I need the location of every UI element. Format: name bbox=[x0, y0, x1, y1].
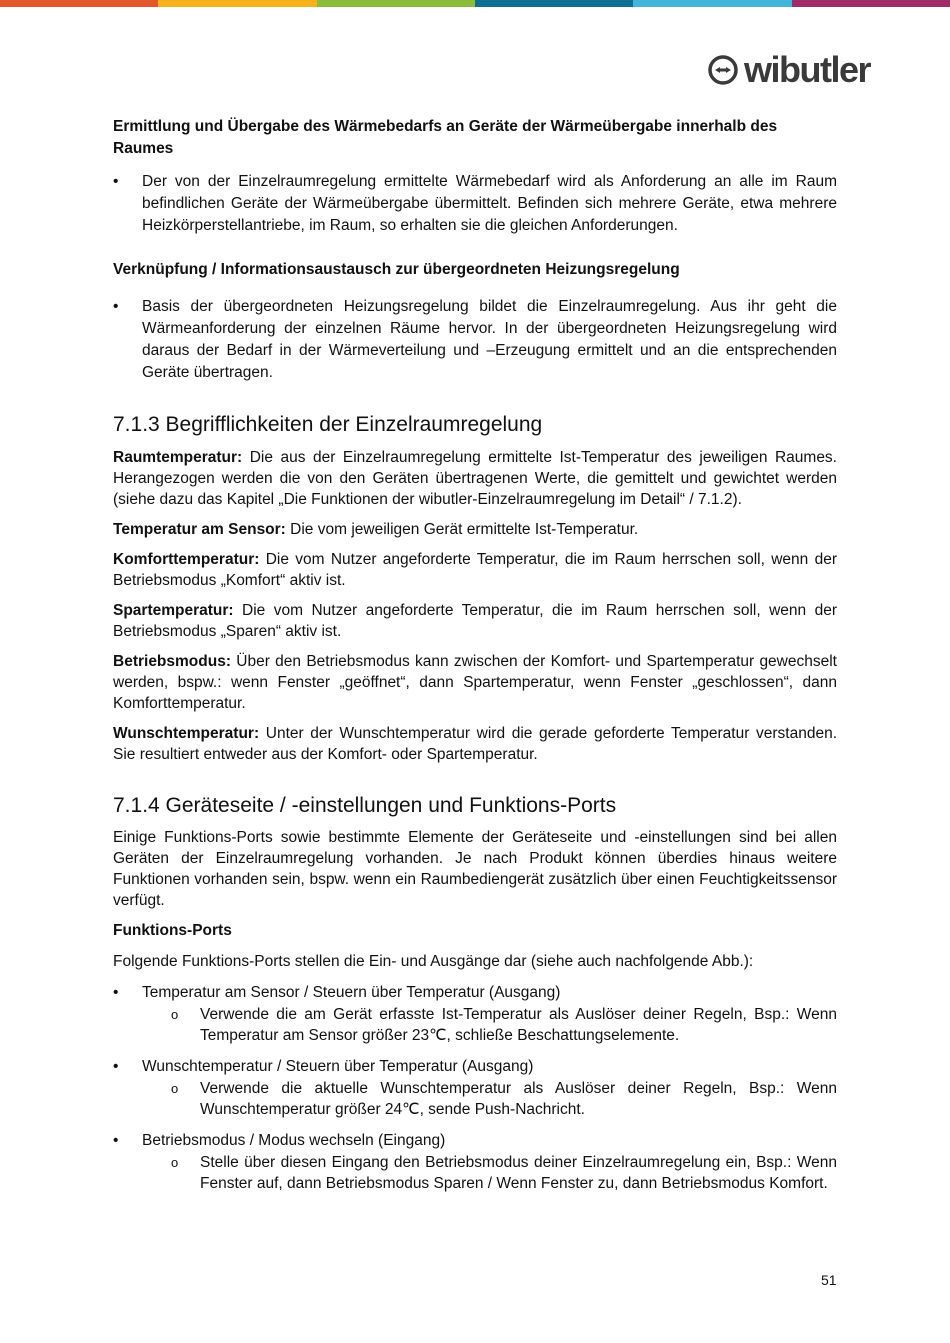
section-heading: Ermittlung und Übergabe des Wärmebedarfs an Geräte der Wärmeübergabe innerhalb des Raumes bbox=[113, 118, 778, 157]
definition-text: Unter der Wunschtemperatur wird die gerade geforderte Temperatur verstanden. Sie resultiert entweder aus der Komfort- oder Spartemperatur. bbox=[113, 725, 837, 763]
color-segment bbox=[317, 0, 475, 7]
definition-text: Die vom Nutzer angeforderte Temperatur, die im Raum herrschen soll, wenn der Betriebsmodus „Komfort“ aktiv ist. bbox=[113, 551, 837, 589]
definition-term: Raumtemperatur: bbox=[113, 449, 243, 466]
sub-list-item: o Verwende die aktuelle Wunschtemperatur als Auslöser deiner Regeln, Bsp.: Wenn Wunschtemperatur größer 24℃, sende Push-Nachricht. bbox=[113, 1078, 837, 1120]
definition-term: Betriebsmodus: bbox=[113, 653, 231, 670]
definition-text: Über den Betriebsmodus kann zwischen der Komfort- und Spartemperatur gewechselt werden, bspw.: wenn Fenster „geöffnet“, dann Spartemperatur, wenn Fenster „geschlossen“, dann Komforttemperatur. bbox=[113, 653, 837, 712]
section-heading: Verknüpfung / Informationsaustausch zur übergeordneten Heizungsregelung bbox=[113, 261, 680, 278]
definition-term: Temperatur am Sensor: bbox=[113, 521, 286, 538]
list-item bbox=[113, 1056, 837, 1078]
definition-text: Die aus der Einzelraumregelung ermittelte Ist-Temperatur des jeweiligen Raumes. Herangezogen werden die von den Geräten übertragenen Werte, die gemittelt und gewichtet werden (siehe dazu das Kapitel „Die Funktionen der wibutler-Einzelraumregelung im Detail“ / 7.1.2). bbox=[113, 449, 837, 508]
sub-list-item: o Verwende die am Gerät erfasste Ist-Temperatur als Auslöser deiner Regeln, Bsp.: Wenn Temperatur am Sensor größer 23℃, schließe Beschattungselemente. bbox=[113, 1004, 837, 1046]
definition-term: Spartemperatur: bbox=[113, 602, 234, 619]
page-number: 51 bbox=[821, 1272, 837, 1288]
sub-list-item: o Stelle über diesen Eingang den Betriebsmodus deiner Einzelraumregelung ein, Bsp.: Wenn Fenster auf, dann Betriebsmodus Sparen / Wenn Fenster zu, dann Betriebsmodus Komfort. bbox=[113, 1152, 837, 1194]
color-segment bbox=[475, 0, 633, 7]
definition-paragraph bbox=[113, 549, 837, 591]
color-segment bbox=[633, 0, 791, 7]
bullet-list bbox=[113, 171, 837, 237]
definition-paragraph bbox=[113, 600, 837, 642]
ports-list bbox=[113, 982, 837, 1194]
top-color-bar bbox=[0, 0, 950, 7]
chapter-heading: 7.1.3 Begrifflichkeiten der Einzelraumregelung bbox=[113, 413, 543, 436]
bullet-list bbox=[113, 296, 837, 384]
definition-paragraph bbox=[113, 651, 837, 714]
list-item bbox=[113, 982, 837, 1004]
port-label: Wunschtemperatur / Steuern über Temperatur (Ausgang) bbox=[142, 1058, 534, 1075]
list-item bbox=[113, 1130, 837, 1152]
definition-term: Wunschtemperatur: bbox=[113, 725, 260, 742]
subsection-heading: Funktions-Ports bbox=[113, 922, 232, 939]
color-segment bbox=[792, 0, 950, 7]
port-label: Betriebsmodus / Modus wechseln (Eingang) bbox=[142, 1132, 446, 1149]
logo-text: wibutler bbox=[744, 49, 871, 90]
document-body bbox=[113, 116, 837, 1194]
port-label: Temperatur am Sensor / Steuern über Temperatur (Ausgang) bbox=[142, 984, 561, 1001]
chapter-heading: 7.1.4 Geräteseite / -einstellungen und Funktions-Ports bbox=[113, 794, 617, 817]
intro-paragraph: Einige Funktions-Ports sowie bestimmte Elemente der Geräteseite und -einstellungen sind bei allen Geräten der Einzelraumregelung vorhanden. Je nach Produkt können überdies hinaus weitere Funktionen vorhanden sein, bspw. wenn ein Raumbediengerät zusätzlich über einen Feuchtigkeitssensor verfügt. bbox=[113, 829, 837, 909]
lead-paragraph: Folgende Funktions-Ports stellen die Ein- und Ausgänge dar (siehe auch nachfolgende Abb.): bbox=[113, 953, 754, 970]
color-segment bbox=[0, 0, 158, 7]
definition-text: Die vom jeweiligen Gerät ermittelte Ist-Temperatur. bbox=[285, 521, 639, 538]
definition-text: Die vom Nutzer angeforderte Temperatur, die im Raum herrschen soll, wenn der Betriebsmodus „Sparen“ aktiv ist. bbox=[113, 602, 837, 640]
definition-paragraph bbox=[113, 723, 837, 765]
wibutler-logo bbox=[706, 50, 882, 90]
list-item: • Basis der übergeordneten Heizungsregelung bildet die Einzelraumregelung. Aus ihr geht die Wärmeanforderung der einzelnen Räume hervor. In der übergeordneten Heizungsregelung wird daraus der Bedarf in der Wärmeverteilung und –Erzeugung ermittelt und an die entsprechenden Geräte übertragen. bbox=[113, 296, 837, 384]
color-segment bbox=[158, 0, 316, 7]
list-item: • Der von der Einzelraumregelung ermittelte Wärmebedarf wird als Anforderung an alle im Raum befindlichen Geräte der Wärmeübergabe übermittelt. Befinden sich mehrere Geräte, etwa mehrere Heizkörperstellantriebe, im Raum, so erhalten sie die gleichen Anforderungen. bbox=[113, 171, 837, 237]
definition-term: Komforttemperatur: bbox=[113, 551, 260, 568]
definition-paragraph bbox=[113, 447, 837, 510]
wibutler-ring-icon bbox=[706, 53, 740, 87]
definition-paragraph bbox=[113, 519, 837, 540]
